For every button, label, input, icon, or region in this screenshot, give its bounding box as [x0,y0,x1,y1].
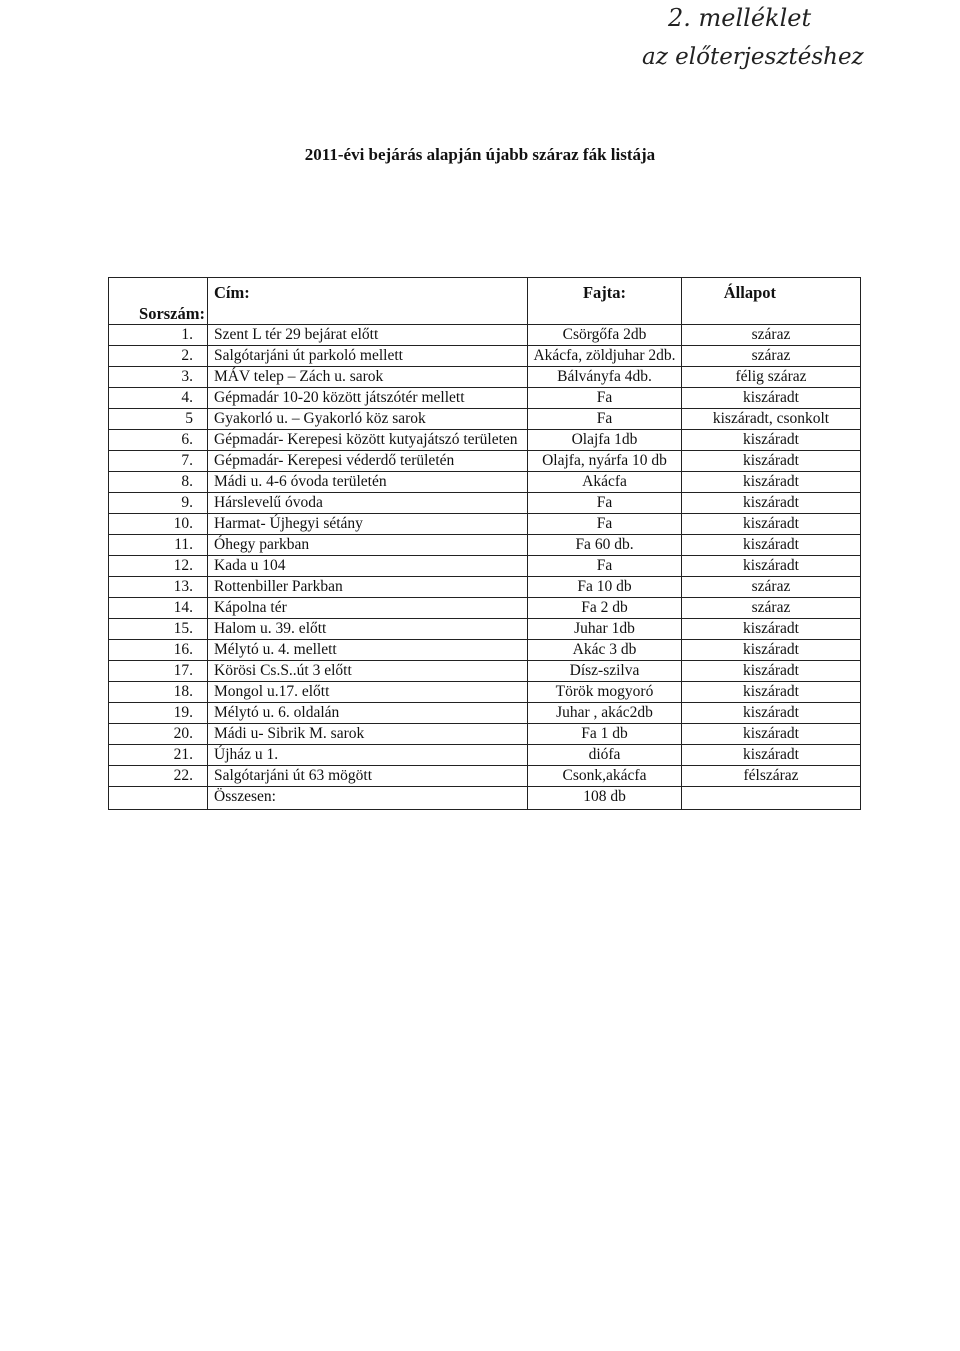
table-row [109,388,861,409]
row-type: Fa [528,514,682,535]
table-row [109,535,861,556]
row-state: kiszáradt [682,640,861,661]
row-number: 18. [109,682,208,703]
row-type: Juhar 1db [528,619,682,640]
row-address: Mádi u. 4-6 óvoda területén [208,472,528,493]
row-address: Halom u. 39. előtt [208,619,528,640]
row-type: Dísz-szilva [528,661,682,682]
row-state: kiszáradt [682,745,861,766]
row-address: Mongol u.17. előtt [208,682,528,703]
row-number: 5 [109,409,208,430]
row-type: Fa 10 db [528,577,682,598]
row-number: 7. [109,451,208,472]
table-row [109,556,861,577]
row-state: kiszáradt [682,682,861,703]
row-type: Török mogyoró [528,682,682,703]
row-type: Bálványfa 4db. [528,367,682,388]
row-number: 15. [109,619,208,640]
row-state: száraz [682,577,861,598]
table-row [109,577,861,598]
row-state: száraz [682,598,861,619]
row-number: 17. [109,661,208,682]
row-type: Fa [528,388,682,409]
row-type: Fa [528,493,682,514]
row-state: kiszáradt [682,556,861,577]
row-type: Fa 2 db [528,598,682,619]
header-state: Állapot [682,278,861,325]
row-number: 8. [109,472,208,493]
row-address: Mélytó u. 6. oldalán [208,703,528,724]
table-body [109,325,861,787]
row-state: félig száraz [682,367,861,388]
row-address: Kada u 104 [208,556,528,577]
row-address: Gépmadár 10-20 között játszótér mellett [208,388,528,409]
row-address: Rottenbiller Parkban [208,577,528,598]
row-number: 12. [109,556,208,577]
table-row [109,472,861,493]
row-type: Akác 3 db [528,640,682,661]
row-address: Szent L tér 29 bejárat előtt [208,325,528,346]
row-state: kiszáradt [682,451,861,472]
row-state: kiszáradt [682,472,861,493]
table-row [109,703,861,724]
row-address: Mádi u- Sibrik M. sarok [208,724,528,745]
row-number: 13. [109,577,208,598]
table-row [109,514,861,535]
row-type: Akácfa, zöldjuhar 2db. [528,346,682,367]
row-state: kiszáradt [682,703,861,724]
dry-trees-table [108,277,861,810]
row-number: 19. [109,703,208,724]
table-row [109,451,861,472]
row-number: 21. [109,745,208,766]
table-row [109,493,861,514]
table-row [109,745,861,766]
table-row [109,682,861,703]
row-number: 22. [109,766,208,787]
row-type: Fa 60 db. [528,535,682,556]
row-number: 6. [109,430,208,451]
row-number: 10. [109,514,208,535]
total-value: 108 db [528,787,682,810]
row-number: 9. [109,493,208,514]
row-state: száraz [682,325,861,346]
total-empty-cell [109,787,208,810]
row-type: Csörgőfa 2db [528,325,682,346]
row-address: MÁV telep – Zách u. sarok [208,367,528,388]
row-address: Kápolna tér [208,598,528,619]
total-row [109,787,861,810]
row-address: Mélytó u. 4. mellett [208,640,528,661]
table-header-row [109,278,861,325]
row-number: 16. [109,640,208,661]
row-type: Fa [528,556,682,577]
row-state: kiszáradt [682,619,861,640]
table-row [109,724,861,745]
table-row [109,367,861,388]
row-state: félszáraz [682,766,861,787]
row-address: Újház u 1. [208,745,528,766]
row-address: Gépmadár- Kerepesi között kutyajátszó területen [208,430,528,451]
row-state: kiszáradt [682,724,861,745]
row-type: Olajfa, nyárfa 10 db [528,451,682,472]
row-type: Juhar , akác2db [528,703,682,724]
row-type: Olajfa 1db [528,430,682,451]
row-address: Harmat- Újhegyi sétány [208,514,528,535]
row-address: Körösi Cs.S..út 3 előtt [208,661,528,682]
row-number: 3. [109,367,208,388]
row-state: kiszáradt, csonkolt [682,409,861,430]
row-number: 11. [109,535,208,556]
header-type: Fajta: [528,278,682,325]
row-state: kiszáradt [682,661,861,682]
row-type: Akácfa [528,472,682,493]
row-state: kiszáradt [682,388,861,409]
row-number: 4. [109,388,208,409]
table-row [109,409,861,430]
row-number: 20. [109,724,208,745]
table-row [109,346,861,367]
handwritten-line-2: az előterjesztéshez [642,44,864,70]
table-row [109,619,861,640]
handwritten-annotation [630,2,950,82]
table-row [109,430,861,451]
row-type: Fa [528,409,682,430]
table-row [109,598,861,619]
row-address: Salgótarjáni út 63 mögött [208,766,528,787]
row-state: kiszáradt [682,493,861,514]
header-address: Cím: [208,278,528,325]
header-serial-number: Sorszám: [109,278,208,325]
row-state: kiszáradt [682,535,861,556]
row-type: Fa 1 db [528,724,682,745]
page-title: 2011-évi bejárás alapján újabb száraz fák listája [304,145,656,164]
row-type: diófa [528,745,682,766]
total-empty-cell [682,787,861,810]
row-address: Hárslevelű óvoda [208,493,528,514]
table-row [109,661,861,682]
row-state: száraz [682,346,861,367]
row-number: 2. [109,346,208,367]
row-address: Gépmadár- Kerepesi véderdő területén [208,451,528,472]
table-row [109,325,861,346]
total-label: Összesen: [208,787,528,810]
row-address: Gyakorló u. – Gyakorló köz sarok [208,409,528,430]
row-state: kiszáradt [682,430,861,451]
row-address: Óhegy parkban [208,535,528,556]
row-state: kiszáradt [682,514,861,535]
row-type: Csonk,akácfa [528,766,682,787]
row-number: 14. [109,598,208,619]
row-address: Salgótarjáni út parkoló mellett [208,346,528,367]
row-number: 1. [109,325,208,346]
table-row [109,766,861,787]
table-row [109,640,861,661]
handwritten-line-1: 2. melléklet [668,4,812,32]
